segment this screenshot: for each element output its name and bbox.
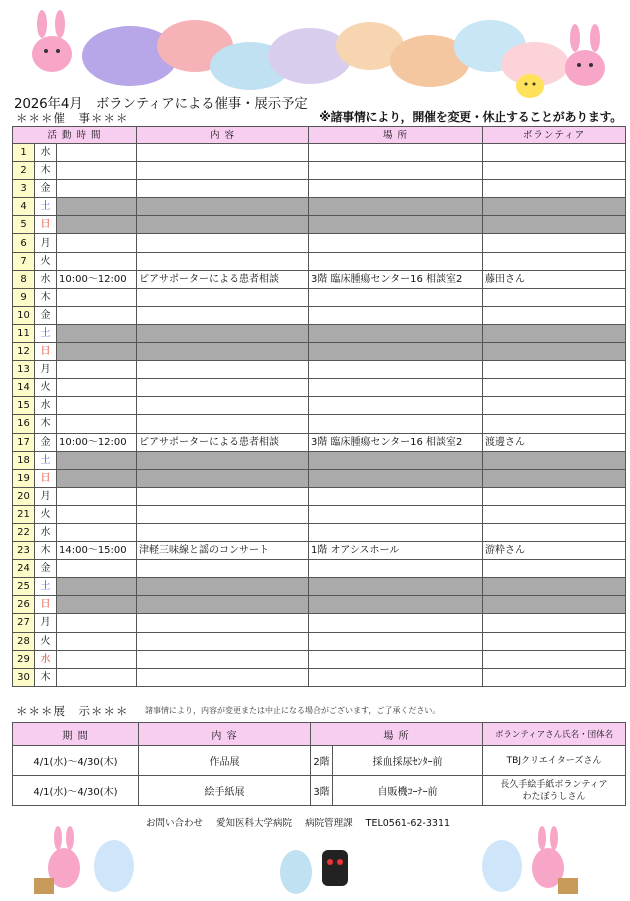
activity-content [137, 632, 309, 650]
activity-time [57, 578, 137, 596]
activity-time [57, 668, 137, 686]
activity-volunteer [483, 415, 626, 433]
activity-content [137, 469, 309, 487]
activity-volunteer [483, 180, 626, 198]
activity-content: ピアサポーターによる患者相談 [137, 433, 309, 451]
activity-content [137, 361, 309, 379]
day-number: 24 [13, 560, 35, 578]
weekday: 金 [35, 433, 57, 451]
chick [516, 74, 544, 98]
day-number: 18 [13, 451, 35, 469]
weekday: 水 [35, 650, 57, 668]
activity-content [137, 487, 309, 505]
schedule-row [13, 596, 626, 614]
activity-volunteer: 藤田さん [483, 270, 626, 288]
activity-place [309, 306, 483, 324]
activity-content [137, 668, 309, 686]
activity-place [309, 469, 483, 487]
activity-place: 3階 臨床腫瘍センター16 相談室2 [309, 270, 483, 288]
activity-time [57, 379, 137, 397]
events-heading: ＊＊＊催 事＊＊＊ [16, 111, 129, 125]
day-number: 20 [13, 487, 35, 505]
weekday: 水 [35, 523, 57, 541]
weekday: 金 [35, 180, 57, 198]
exh-content: 絵手紙展 [139, 776, 311, 806]
activity-place [309, 614, 483, 632]
schedule-row [13, 216, 626, 234]
activity-time [57, 523, 137, 541]
activity-volunteer [483, 234, 626, 252]
weekday: 水 [35, 397, 57, 415]
weekday: 木 [35, 668, 57, 686]
department-name: 病院管理課 [305, 818, 353, 829]
activity-place [309, 668, 483, 686]
activity-volunteer: 渡邊さん [483, 433, 626, 451]
activity-time [57, 397, 137, 415]
schedule-row [13, 324, 626, 342]
activity-place [309, 415, 483, 433]
header-time: 活 動 時 間 [13, 127, 137, 144]
activity-place [309, 505, 483, 523]
activity-volunteer [483, 306, 626, 324]
weekday: 木 [35, 542, 57, 560]
activity-volunteer [483, 523, 626, 541]
day-number: 2 [13, 162, 35, 180]
activity-content [137, 505, 309, 523]
activity-volunteer [483, 162, 626, 180]
contact-label: お問い合わせ [146, 818, 204, 829]
schedule-row [13, 306, 626, 324]
exh-place: 自販機ｺｰﾅｰ前 [333, 776, 483, 806]
activity-place [309, 216, 483, 234]
activity-place [309, 632, 483, 650]
header-content: 内 容 [137, 127, 309, 144]
activity-volunteer [483, 632, 626, 650]
notice-text: ※諸事情により，開催を変更・休止することがあります。 [319, 110, 622, 124]
schedule-row [13, 668, 626, 686]
exh-volunteer: TBJクリエイターズさん [483, 746, 626, 776]
activity-place [309, 379, 483, 397]
activity-content [137, 343, 309, 361]
day-number: 26 [13, 596, 35, 614]
exh-header-volunteer: ボランティアさん氏名・団体名 [483, 723, 626, 746]
activity-time [57, 415, 137, 433]
activity-content [137, 234, 309, 252]
activity-place: 1階 オアシスホール [309, 542, 483, 560]
activity-volunteer [483, 216, 626, 234]
schedule-row [13, 343, 626, 361]
day-number: 23 [13, 542, 35, 560]
activity-volunteer [483, 144, 626, 162]
activity-time [57, 180, 137, 198]
exhibition-note: 諸事情により，内容が変更または中止になる場合がございます，ご了承ください。 [145, 706, 441, 715]
day-number: 19 [13, 469, 35, 487]
activity-time [57, 487, 137, 505]
day-number: 3 [13, 180, 35, 198]
activity-volunteer [483, 469, 626, 487]
schedule-row [13, 614, 626, 632]
day-number: 30 [13, 668, 35, 686]
activity-place [309, 198, 483, 216]
activity-time [57, 560, 137, 578]
activity-time [57, 596, 137, 614]
day-number: 12 [13, 343, 35, 361]
activity-volunteer [483, 397, 626, 415]
hospital-name: 愛知医科大学病院 [216, 818, 293, 829]
activity-time [57, 144, 137, 162]
exh-period: 4/1(水)～4/30(木) [13, 776, 139, 806]
activity-volunteer [483, 596, 626, 614]
schedule-row [13, 650, 626, 668]
activity-content [137, 560, 309, 578]
weekday: 日 [35, 469, 57, 487]
weekday: 火 [35, 505, 57, 523]
activity-time [57, 288, 137, 306]
activity-time: 14:00～15:00 [57, 542, 137, 560]
phone-number: TEL0561-62-3311 [365, 818, 451, 829]
schedule-row [13, 433, 626, 451]
exh-floor: 3階 [311, 776, 333, 806]
activity-time [57, 451, 137, 469]
activity-volunteer [483, 650, 626, 668]
activity-content: 津軽三味線と謡のコンサート [137, 542, 309, 560]
schedule-row [13, 487, 626, 505]
schedule-row [13, 288, 626, 306]
activity-time [57, 306, 137, 324]
schedule-row [13, 180, 626, 198]
activity-content [137, 252, 309, 270]
bunny-painting-egg-left [28, 826, 138, 898]
activity-content [137, 379, 309, 397]
activity-place [309, 578, 483, 596]
exh-header-period: 期 間 [13, 723, 139, 746]
activity-place [309, 234, 483, 252]
activity-volunteer [483, 252, 626, 270]
exhibition-table [12, 722, 626, 806]
activity-content [137, 578, 309, 596]
activity-content [137, 614, 309, 632]
day-number: 29 [13, 650, 35, 668]
header-place: 場 所 [309, 127, 483, 144]
activity-place [309, 180, 483, 198]
exhibition-row [13, 746, 626, 776]
weekday: 月 [35, 361, 57, 379]
day-number: 7 [13, 252, 35, 270]
day-number: 4 [13, 198, 35, 216]
activity-volunteer [483, 198, 626, 216]
day-number: 10 [13, 306, 35, 324]
weekday: 日 [35, 343, 57, 361]
weekday: 火 [35, 632, 57, 650]
activity-time [57, 216, 137, 234]
activity-volunteer: 游粋さん [483, 542, 626, 560]
day-number: 9 [13, 288, 35, 306]
schedule-row [13, 361, 626, 379]
exh-period: 4/1(水)～4/30(木) [13, 746, 139, 776]
activity-time: 10:00～12:00 [57, 270, 137, 288]
activity-time [57, 632, 137, 650]
weekday: 水 [35, 270, 57, 288]
header-volunteer: ボランティア [483, 127, 626, 144]
schedule-row [13, 415, 626, 433]
activity-content [137, 523, 309, 541]
day-number: 25 [13, 578, 35, 596]
activity-content [137, 650, 309, 668]
activity-content [137, 162, 309, 180]
day-number: 8 [13, 270, 35, 288]
schedule-row [13, 578, 626, 596]
day-number: 21 [13, 505, 35, 523]
exhibition-row [13, 776, 626, 806]
activity-time [57, 343, 137, 361]
schedule-row [13, 560, 626, 578]
schedule-row [13, 505, 626, 523]
activity-content [137, 306, 309, 324]
weekday: 金 [35, 306, 57, 324]
activity-time [57, 324, 137, 342]
activity-volunteer [483, 505, 626, 523]
easter-egg-banner [10, 6, 622, 98]
weekday: 水 [35, 144, 57, 162]
activity-place [309, 252, 483, 270]
activity-content [137, 180, 309, 198]
activity-volunteer [483, 451, 626, 469]
weekday: 土 [35, 578, 57, 596]
schedule-row [13, 144, 626, 162]
weekday: 日 [35, 216, 57, 234]
activity-content [137, 596, 309, 614]
activity-place [309, 650, 483, 668]
weekday: 土 [35, 451, 57, 469]
day-number: 16 [13, 415, 35, 433]
schedule-row [13, 162, 626, 180]
weekday: 月 [35, 614, 57, 632]
day-number: 22 [13, 523, 35, 541]
weekday: 土 [35, 198, 57, 216]
activity-place [309, 397, 483, 415]
activity-volunteer [483, 361, 626, 379]
weekday: 金 [35, 560, 57, 578]
activity-time [57, 234, 137, 252]
exhibition-heading: ＊＊＊展 示＊＊＊ [16, 704, 129, 718]
day-number: 27 [13, 614, 35, 632]
activity-time [57, 505, 137, 523]
activity-place [309, 343, 483, 361]
activity-volunteer [483, 487, 626, 505]
exh-volunteer: 長久手絵手紙ボランティア わたぼうしさん [483, 776, 626, 806]
exh-content: 作品展 [139, 746, 311, 776]
exh-header-content: 内 容 [139, 723, 311, 746]
schedule-row [13, 469, 626, 487]
activity-content [137, 288, 309, 306]
activity-content [137, 216, 309, 234]
schedule-row [13, 397, 626, 415]
contact-footer [146, 815, 460, 829]
weekday: 月 [35, 234, 57, 252]
activity-volunteer [483, 668, 626, 686]
activity-place [309, 487, 483, 505]
schedule-row [13, 632, 626, 650]
schedule-body [13, 144, 626, 687]
schedule-row [13, 523, 626, 541]
schedule-row [13, 270, 626, 288]
activity-time [57, 162, 137, 180]
day-number: 1 [13, 144, 35, 162]
activity-volunteer [483, 578, 626, 596]
weekday: 日 [35, 596, 57, 614]
activity-time [57, 252, 137, 270]
activity-place [309, 451, 483, 469]
day-number: 13 [13, 361, 35, 379]
activity-place [309, 144, 483, 162]
day-number: 17 [13, 433, 35, 451]
activity-content [137, 397, 309, 415]
exhibition-header-row [13, 723, 626, 746]
activity-content [137, 144, 309, 162]
weekday: 火 [35, 252, 57, 270]
exh-header-place: 場 所 [311, 723, 483, 746]
activity-place [309, 560, 483, 578]
weekday: 木 [35, 415, 57, 433]
activity-time [57, 614, 137, 632]
activity-volunteer [483, 379, 626, 397]
activity-place [309, 324, 483, 342]
page-title: 2026年4月 ボランティアによる催事・展示予定 [14, 96, 308, 112]
activity-volunteer [483, 288, 626, 306]
schedule-header-row [13, 127, 626, 144]
activity-content [137, 198, 309, 216]
day-number: 11 [13, 324, 35, 342]
weekday: 火 [35, 379, 57, 397]
day-number: 14 [13, 379, 35, 397]
activity-place [309, 288, 483, 306]
activity-volunteer [483, 343, 626, 361]
activity-time [57, 469, 137, 487]
day-number: 28 [13, 632, 35, 650]
activity-place [309, 596, 483, 614]
activity-content: ピアサポーターによる患者相談 [137, 270, 309, 288]
activity-place [309, 523, 483, 541]
schedule-row [13, 542, 626, 560]
bunny-painting-egg-right [476, 826, 586, 898]
exh-floor: 2階 [311, 746, 333, 776]
activity-volunteer [483, 614, 626, 632]
activity-volunteer [483, 324, 626, 342]
exh-place: 採血採尿ｾﾝﾀｰ前 [333, 746, 483, 776]
weekday: 木 [35, 162, 57, 180]
activity-time [57, 650, 137, 668]
activity-content [137, 451, 309, 469]
event-schedule-table [12, 126, 626, 687]
weekday: 月 [35, 487, 57, 505]
day-number: 15 [13, 397, 35, 415]
activity-time [57, 361, 137, 379]
activity-place: 3階 臨床腫瘍センター16 相談室2 [309, 433, 483, 451]
activity-content [137, 415, 309, 433]
schedule-row [13, 252, 626, 270]
activity-content [137, 324, 309, 342]
character-with-egg-center [276, 830, 366, 898]
schedule-row [13, 198, 626, 216]
schedule-row [13, 379, 626, 397]
activity-time: 10:00～12:00 [57, 433, 137, 451]
day-number: 6 [13, 234, 35, 252]
schedule-row [13, 234, 626, 252]
day-number: 5 [13, 216, 35, 234]
activity-volunteer [483, 560, 626, 578]
schedule-row [13, 451, 626, 469]
weekday: 土 [35, 324, 57, 342]
weekday: 木 [35, 288, 57, 306]
activity-place [309, 162, 483, 180]
activity-place [309, 361, 483, 379]
activity-time [57, 198, 137, 216]
